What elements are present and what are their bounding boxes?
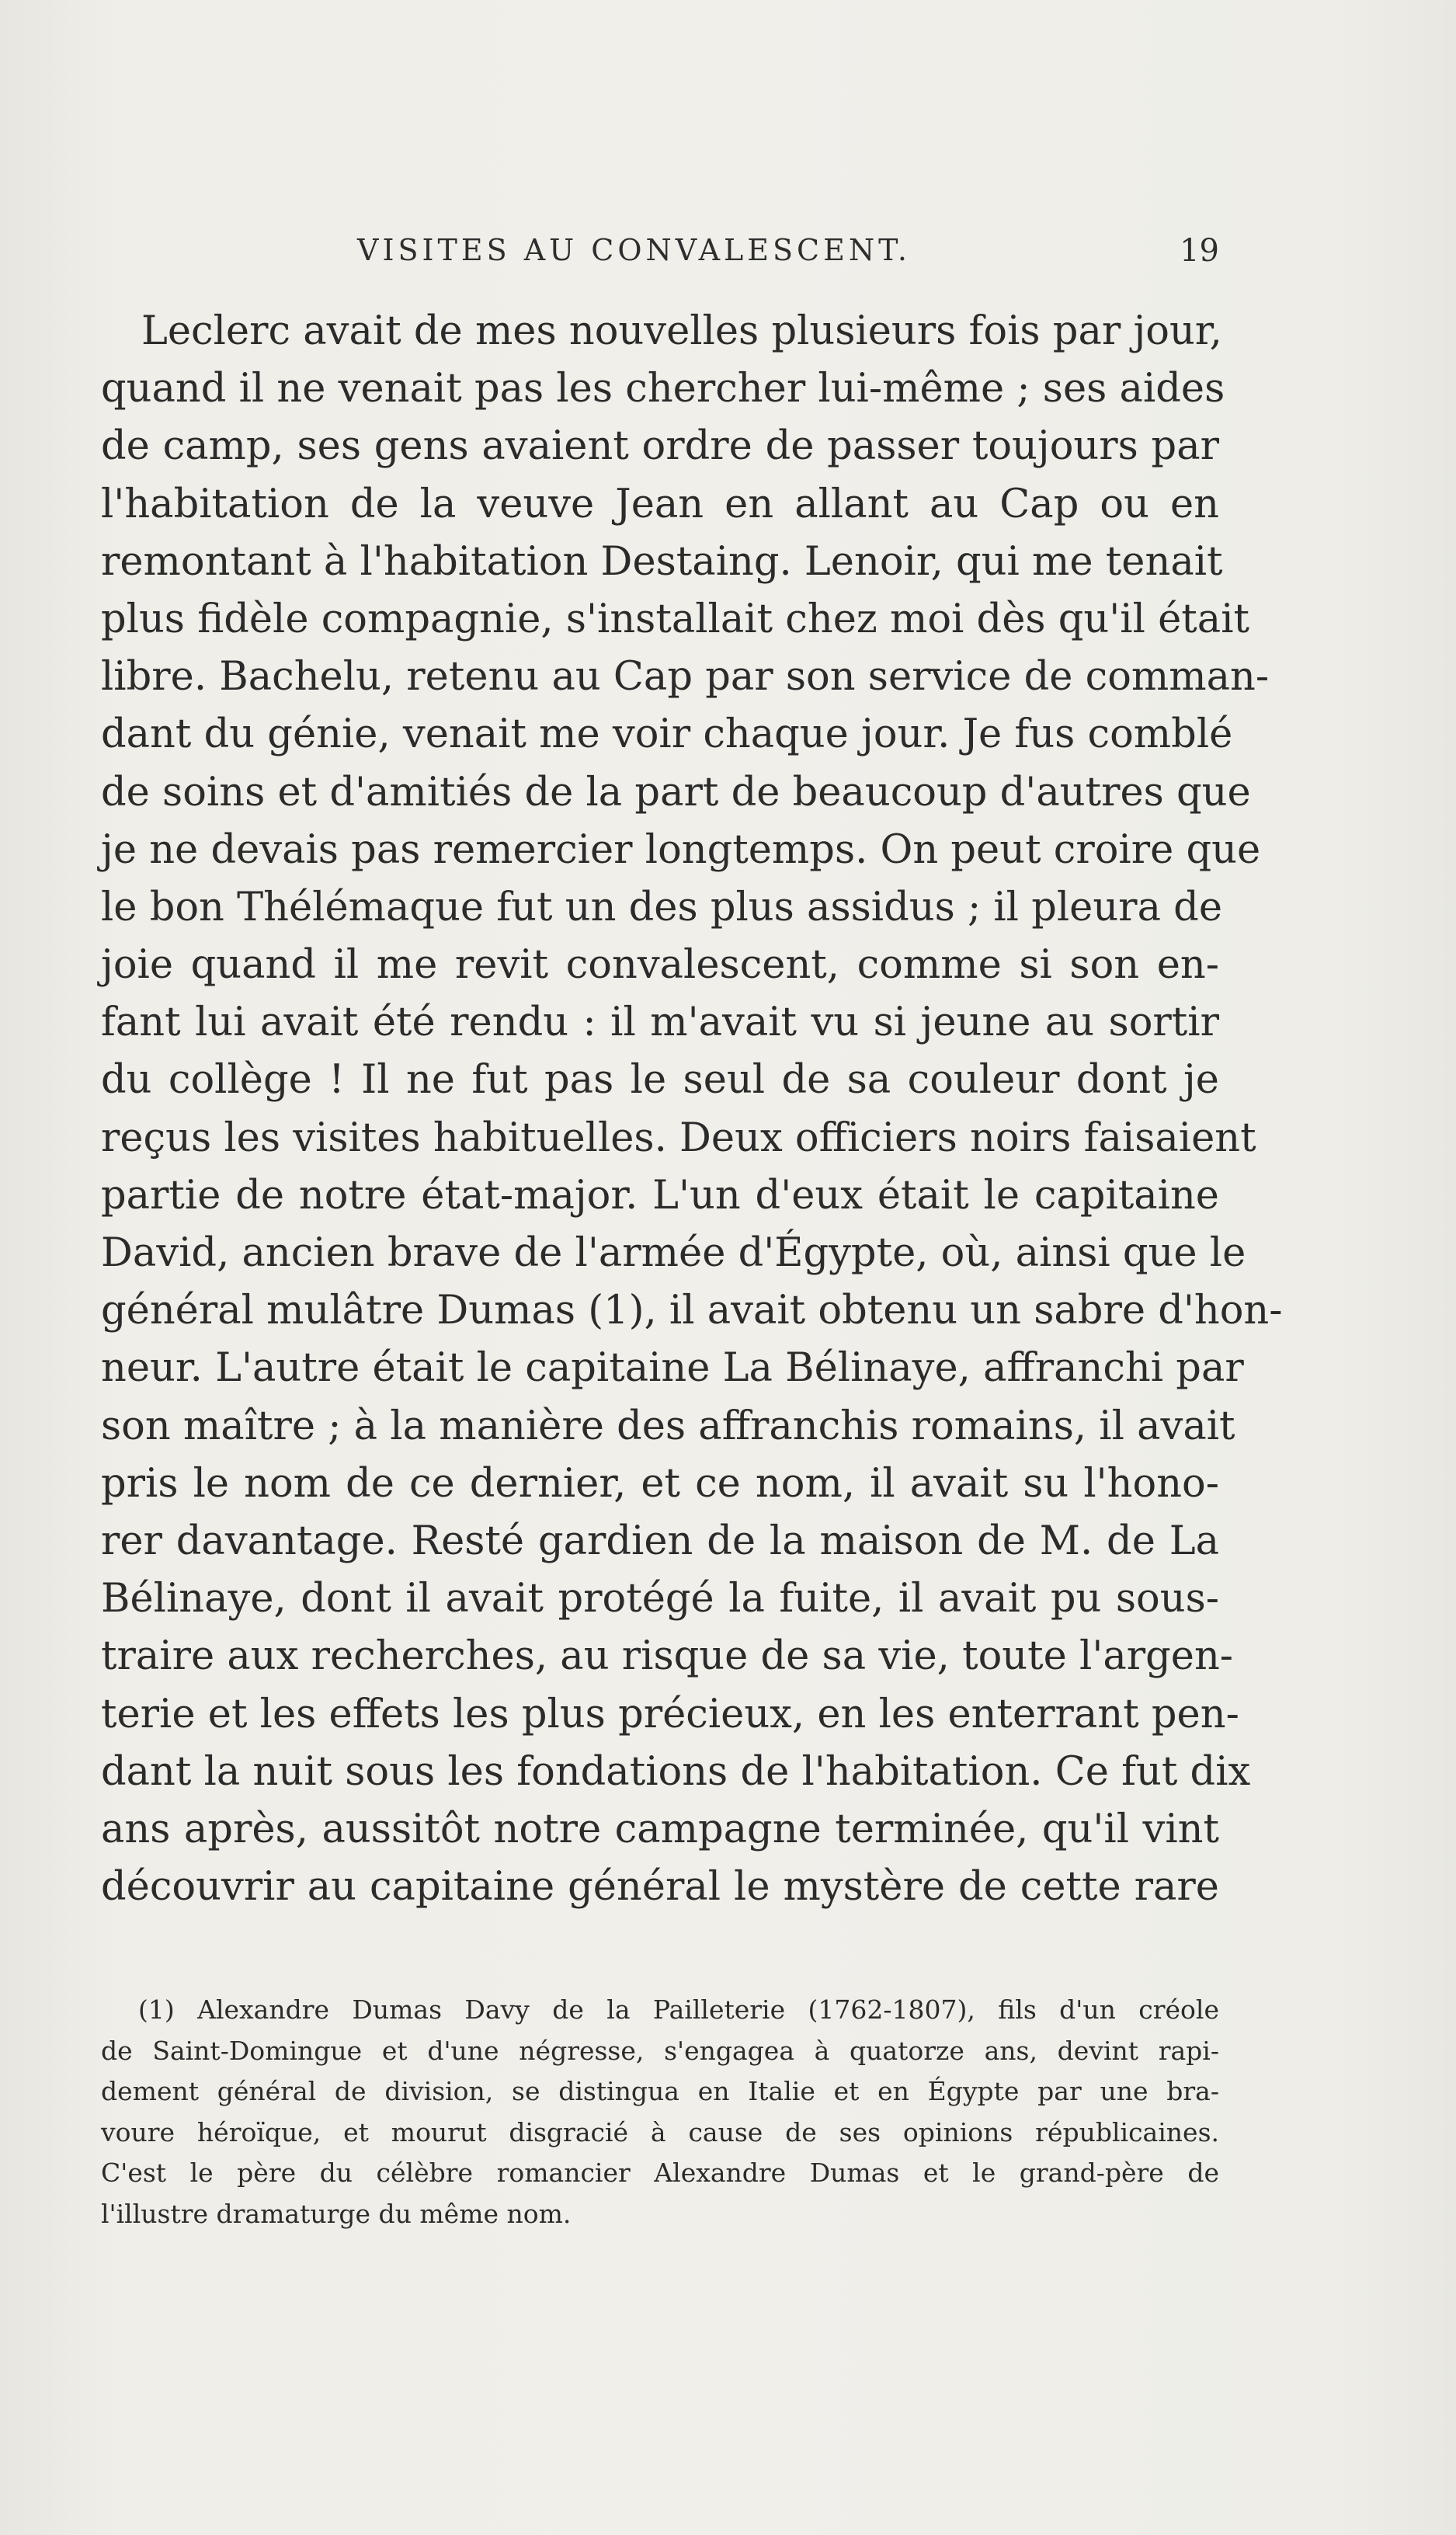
footnote-line: dement général de division, se distingua en Italie et en Égypte par une bra- xyxy=(101,2076,1219,2106)
text-line: traire aux recherches, au risque de sa vie, toute l'argen- xyxy=(101,1633,1234,1680)
footnote xyxy=(101,1990,1219,2234)
page-number: 19 xyxy=(1180,233,1219,269)
text-line: terie et les effets les plus précieux, en les enterrant pen- xyxy=(101,1691,1239,1737)
text-line: son maître ; à la manière des affranchis romains, il avait xyxy=(101,1403,1235,1449)
text-line: dant la nuit sous les fondations de l'habitation. Ce fut dix xyxy=(101,1748,1251,1795)
text-line: découvrir au capitaine général le mystère de cette rare xyxy=(101,1864,1219,1911)
text-line: pris le nom de ce dernier, et ce nom, il avait su l'hono- xyxy=(101,1460,1219,1507)
text-line: dant du génie, venait me voir chaque jour. Je fus comblé xyxy=(101,711,1233,758)
text-line: David, ancien brave de l'armée d'Égypte, où, ainsi que le xyxy=(101,1230,1246,1276)
text-line: partie de notre état-major. L'un d'eux était le capitaine xyxy=(101,1172,1219,1219)
text-line: de camp, ses gens avaient ordre de passer toujours par xyxy=(101,423,1219,470)
text-line: de soins et d'amitiés de la part de beaucoup d'autres que xyxy=(101,769,1251,815)
footnote-line: de Saint-Domingue et d'une négresse, s'engagea à quatorze ans, devint rapi- xyxy=(101,2035,1219,2066)
text-line: neur. L'autre était le capitaine La Bélinaye, affranchi par xyxy=(101,1345,1244,1392)
text-line: je ne devais pas remercier longtemps. On peut croire que xyxy=(101,826,1261,873)
text-line: ans après, aussitôt notre campagne terminée, qu'il vint xyxy=(101,1806,1219,1852)
text-line: reçus les visites habituelles. Deux officiers noirs faisaient xyxy=(101,1114,1256,1161)
footnote-line: C'est le père du célèbre romancier Alexandre Dumas et le grand-père de xyxy=(101,2158,1219,2188)
text-line: joie quand il me revit convalescent, comme si son en- xyxy=(101,942,1219,989)
text-line: libre. Bachelu, retenu au Cap par son service de comman- xyxy=(101,654,1270,701)
text-line: plus fidèle compagnie, s'installait chez moi dès qu'il était xyxy=(101,596,1249,642)
text-line: rer davantage. Resté gardien de la maison de M. de La xyxy=(101,1518,1219,1564)
text-line: Bélinaye, dont il avait protégé la fuite, il avait pu sous- xyxy=(101,1576,1219,1622)
text-line: l'habitation de la veuve Jean en allant au Cap ou en xyxy=(101,481,1219,527)
footnote-line: (1) Alexandre Dumas Davy de la Pailleterie (1762-1807), fils d'un créole xyxy=(138,1994,1219,2025)
body-text xyxy=(101,303,1283,1916)
text-line: quand il ne venait pas les chercher lui-même ; ses aides xyxy=(101,366,1225,412)
running-head: VISITES AU CONVALESCENT. xyxy=(357,233,911,267)
footnote-line: voure héroïque, et mourut disgracié à cause de ses opinions républicaines. xyxy=(101,2116,1219,2147)
text-line: Leclerc avait de mes nouvelles plusieurs fois par jour, xyxy=(141,308,1222,354)
text-line: du collège ! Il ne fut pas le seul de sa couleur dont je xyxy=(101,1057,1219,1104)
text-line: fant lui avait été rendu : il m'avait vu si jeune au sortir xyxy=(101,1000,1219,1046)
text-line: remontant à l'habitation Destaing. Lenoir, qui me tenait xyxy=(101,538,1223,585)
text-line: général mulâtre Dumas (1), il avait obtenu un sabre d'hon- xyxy=(101,1288,1283,1334)
text-line: le bon Thélémaque fut un des plus assidus ; il pleura de xyxy=(101,884,1223,930)
footnote-line: l'illustre dramaturge du même nom. xyxy=(101,2198,572,2229)
page-header xyxy=(342,233,1235,280)
